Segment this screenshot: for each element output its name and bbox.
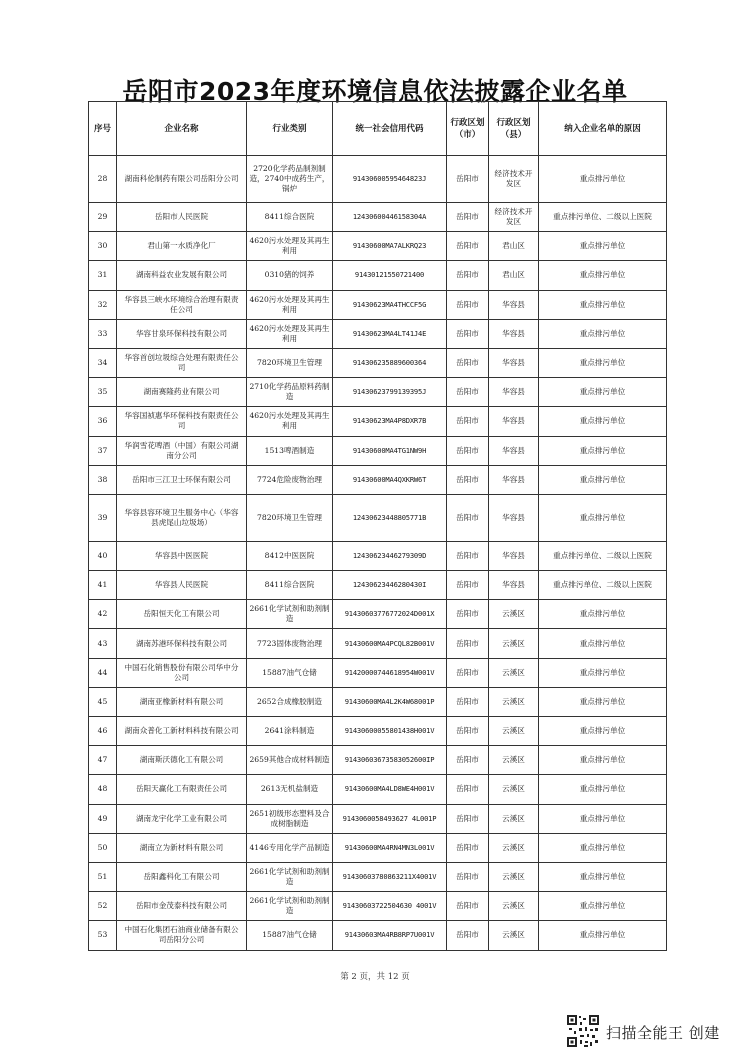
table-body (89, 156, 667, 951)
cell-credit-code: 91430623MA4P8DXR7B (333, 407, 447, 436)
cell-county: 君山区 (489, 261, 539, 290)
cell-credit-code: 91430600595464823J (333, 156, 447, 203)
cell-credit-code: 91430603722504630 4001V (333, 892, 447, 921)
cell-county: 云溪区 (489, 862, 539, 891)
cell-company-name: 岳阳市金茂泰科技有限公司 (117, 892, 247, 921)
cell-no: 36 (89, 407, 117, 436)
cell-city: 岳阳市 (447, 436, 489, 465)
cell-industry: 7820环境卫生管理 (247, 348, 333, 377)
cell-company-name: 华容首创垃圾综合处理有限责任公司 (117, 348, 247, 377)
cell-reason: 重点排污单位 (539, 465, 667, 494)
cell-reason: 重点排污单位 (539, 290, 667, 319)
cell-industry: 2661化学试剂和助剂制造 (247, 892, 333, 921)
table-row (89, 203, 667, 232)
cell-county: 华容县 (489, 290, 539, 319)
cell-county: 华容县 (489, 465, 539, 494)
cell-county: 云溪区 (489, 746, 539, 775)
cell-no: 30 (89, 232, 117, 261)
header-industry: 行业类别 (247, 102, 333, 156)
cell-company-name: 湖南众普化工新材料科技有限公司 (117, 717, 247, 746)
cell-company-name: 湖南龙宇化学工业有限公司 (117, 804, 247, 833)
cell-credit-code: 9143060058493627 4L001P (333, 804, 447, 833)
cell-company-name: 岳阳市三江卫士环保有限公司 (117, 465, 247, 494)
table-row (89, 232, 667, 261)
cell-no: 45 (89, 687, 117, 716)
table-row (89, 600, 667, 629)
cell-credit-code: 91430623MA4LT41J4E (333, 319, 447, 348)
cell-reason: 重点排污单位 (539, 921, 667, 950)
cell-county: 华容县 (489, 407, 539, 436)
cell-county: 云溪区 (489, 892, 539, 921)
cell-no: 32 (89, 290, 117, 319)
header-company-name: 企业名称 (117, 102, 247, 156)
cell-industry: 2641涂料制造 (247, 717, 333, 746)
table-row (89, 571, 667, 600)
cell-no: 31 (89, 261, 117, 290)
cell-county: 云溪区 (489, 687, 539, 716)
cell-no: 47 (89, 746, 117, 775)
cell-no: 35 (89, 378, 117, 407)
table-row (89, 465, 667, 494)
cell-reason: 重点排污单位 (539, 261, 667, 290)
cell-industry: 4620污水处理及其再生利用 (247, 319, 333, 348)
cell-no: 42 (89, 600, 117, 629)
cell-reason: 重点排污单位 (539, 436, 667, 465)
table-row (89, 407, 667, 436)
cell-industry: 2710化学药品原料药制造 (247, 378, 333, 407)
cell-credit-code: 12430623448805771B (333, 494, 447, 541)
cell-industry: 15887油气仓储 (247, 921, 333, 950)
cell-city: 岳阳市 (447, 156, 489, 203)
cell-company-name: 中国石化销售股份有限公司华中分公司 (117, 658, 247, 687)
cell-reason: 重点排污单位 (539, 862, 667, 891)
cell-county: 华容县 (489, 319, 539, 348)
cell-no: 49 (89, 804, 117, 833)
cell-reason: 重点排污单位 (539, 407, 667, 436)
cell-county: 云溪区 (489, 775, 539, 804)
cell-no: 46 (89, 717, 117, 746)
cell-company-name: 湖南亚橡新材料有限公司 (117, 687, 247, 716)
cell-reason: 重点排污单位 (539, 775, 667, 804)
cell-no: 50 (89, 833, 117, 862)
cell-credit-code: 12430623446279309D (333, 541, 447, 570)
cell-no: 29 (89, 203, 117, 232)
cell-city: 岳阳市 (447, 921, 489, 950)
cell-city: 岳阳市 (447, 892, 489, 921)
cell-no: 53 (89, 921, 117, 950)
cell-company-name: 中国石化集团石油商业储备有限公司岳阳分公司 (117, 921, 247, 950)
scanner-brand-text: 扫描全能王 创建 (606, 1024, 720, 1042)
cell-no: 52 (89, 892, 117, 921)
table-row (89, 687, 667, 716)
cell-no: 44 (89, 658, 117, 687)
cell-county: 云溪区 (489, 717, 539, 746)
cell-credit-code: 12430600446158304A (333, 203, 447, 232)
table-row (89, 494, 667, 541)
cell-company-name: 湖南苏港环保科技有限公司 (117, 629, 247, 658)
cell-county: 华容县 (489, 348, 539, 377)
cell-credit-code: 914306235889600364 (333, 348, 447, 377)
cell-company-name: 君山第一水质净化厂 (117, 232, 247, 261)
cell-industry: 2651初级形态塑料及合成树脂制造 (247, 804, 333, 833)
cell-reason: 重点排污单位 (539, 156, 667, 203)
cell-industry: 8411综合医院 (247, 571, 333, 600)
cell-no: 48 (89, 775, 117, 804)
cell-credit-code: 12430623446280430I (333, 571, 447, 600)
table-row (89, 436, 667, 465)
header-no: 序号 (89, 102, 117, 156)
cell-city: 岳阳市 (447, 378, 489, 407)
cell-county: 云溪区 (489, 921, 539, 950)
cell-company-name: 华容县人民医院 (117, 571, 247, 600)
cell-reason: 重点排污单位、二级以上医院 (539, 203, 667, 232)
table-row (89, 775, 667, 804)
cell-city: 岳阳市 (447, 600, 489, 629)
cell-reason: 重点排污单位 (539, 629, 667, 658)
cell-city: 岳阳市 (447, 541, 489, 570)
cell-city: 岳阳市 (447, 775, 489, 804)
cell-industry: 4146专用化学产品制造 (247, 833, 333, 862)
cell-county: 云溪区 (489, 629, 539, 658)
cell-reason: 重点排污单位 (539, 319, 667, 348)
cell-county: 经济技术开发区 (489, 156, 539, 203)
cell-credit-code: 91430603776772024D001X (333, 600, 447, 629)
cell-credit-code: 91430623799139395J (333, 378, 447, 407)
cell-city: 岳阳市 (447, 494, 489, 541)
cell-industry: 15887油气仓储 (247, 658, 333, 687)
cell-company-name: 岳阳恒天化工有限公司 (117, 600, 247, 629)
table-row (89, 804, 667, 833)
table-row (89, 541, 667, 570)
cell-no: 51 (89, 862, 117, 891)
cell-credit-code: 91420000744618954W001V (333, 658, 447, 687)
page-footer: 第 2 页，共 12 页 (340, 972, 410, 982)
cell-industry: 7820环境卫生管理 (247, 494, 333, 541)
table-row (89, 833, 667, 862)
cell-reason: 重点排污单位、二级以上医院 (539, 571, 667, 600)
table-row (89, 319, 667, 348)
cell-credit-code: 91430600MA4L2K4W68001P (333, 687, 447, 716)
cell-industry: 2652合成橡胶制造 (247, 687, 333, 716)
cell-reason: 重点排污单位 (539, 378, 667, 407)
header-reason: 纳入企业名单的原因 (539, 102, 667, 156)
table-row (89, 746, 667, 775)
table-row (89, 658, 667, 687)
cell-city: 岳阳市 (447, 348, 489, 377)
header-city: 行政区划（市） (447, 102, 489, 156)
cell-credit-code: 91430600MA7ALKRQ23 (333, 232, 447, 261)
cell-reason: 重点排污单位 (539, 600, 667, 629)
cell-no: 38 (89, 465, 117, 494)
enterprise-table (88, 101, 667, 951)
cell-reason: 重点排污单位 (539, 804, 667, 833)
cell-county: 云溪区 (489, 600, 539, 629)
cell-no: 33 (89, 319, 117, 348)
cell-county: 华容县 (489, 378, 539, 407)
cell-city: 岳阳市 (447, 687, 489, 716)
cell-county: 云溪区 (489, 804, 539, 833)
cell-county: 云溪区 (489, 833, 539, 862)
cell-industry: 1513啤酒制造 (247, 436, 333, 465)
cell-reason: 重点排污单位 (539, 658, 667, 687)
cell-reason: 重点排污单位 (539, 717, 667, 746)
cell-city: 岳阳市 (447, 319, 489, 348)
cell-company-name: 华容县三峡水环境综合治理有限责任公司 (117, 290, 247, 319)
cell-city: 岳阳市 (447, 203, 489, 232)
table-header-row (89, 102, 667, 156)
cell-company-name: 湖南斯沃德化工有限公司 (117, 746, 247, 775)
cell-city: 岳阳市 (447, 465, 489, 494)
cell-credit-code: 91430600MA4RN4MN3L001V (333, 833, 447, 862)
cell-no: 41 (89, 571, 117, 600)
cell-county: 华容县 (489, 571, 539, 600)
cell-county: 经济技术开发区 (489, 203, 539, 232)
cell-reason: 重点排污单位 (539, 746, 667, 775)
scanner-watermark (566, 1014, 742, 1050)
cell-reason: 重点排污单位 (539, 348, 667, 377)
cell-company-name: 华容县容环境卫生服务中心（华容县虎尾山垃圾场） (117, 494, 247, 541)
cell-credit-code: 91430121550721400 (333, 261, 447, 290)
cell-industry: 0310猪的饲养 (247, 261, 333, 290)
cell-no: 39 (89, 494, 117, 541)
document-title: 岳阳市2023年度环境信息依法披露企业名单 (122, 77, 628, 106)
cell-county: 君山区 (489, 232, 539, 261)
cell-company-name: 湖南科益农业发展有限公司 (117, 261, 247, 290)
cell-no: 37 (89, 436, 117, 465)
cell-company-name: 华容甘泉环保科技有限公司 (117, 319, 247, 348)
cell-no: 43 (89, 629, 117, 658)
cell-city: 岳阳市 (447, 407, 489, 436)
table-row (89, 378, 667, 407)
cell-credit-code: 91430603673583052600IP (333, 746, 447, 775)
cell-city: 岳阳市 (447, 261, 489, 290)
cell-company-name: 湖南立为新材料有限公司 (117, 833, 247, 862)
cell-reason: 重点排污单位 (539, 232, 667, 261)
cell-credit-code: 91430600MA4TG1NW9H (333, 436, 447, 465)
cell-city: 岳阳市 (447, 658, 489, 687)
table-row (89, 348, 667, 377)
cell-reason: 重点排污单位 (539, 494, 667, 541)
cell-no: 34 (89, 348, 117, 377)
cell-company-name: 岳阳市人民医院 (117, 203, 247, 232)
qr-code-icon (566, 1014, 600, 1048)
cell-industry: 2661化学试剂和助剂制造 (247, 862, 333, 891)
cell-company-name: 湖南科伦制药有限公司岳阳分公司 (117, 156, 247, 203)
cell-no: 40 (89, 541, 117, 570)
cell-industry: 2720化学药品制剂制造，2740中成药生产，锅炉 (247, 156, 333, 203)
cell-industry: 4620污水处理及其再生利用 (247, 290, 333, 319)
cell-credit-code: 91430600MA4LD8WE4H001V (333, 775, 447, 804)
cell-city: 岳阳市 (447, 629, 489, 658)
table-row (89, 921, 667, 950)
cell-reason: 重点排污单位 (539, 833, 667, 862)
cell-city: 岳阳市 (447, 571, 489, 600)
cell-city: 岳阳市 (447, 804, 489, 833)
cell-industry: 7723固体废物治理 (247, 629, 333, 658)
cell-city: 岳阳市 (447, 862, 489, 891)
cell-credit-code: 91430603MA4RB8RP7U001V (333, 921, 447, 950)
table-row (89, 290, 667, 319)
header-county: 行政区划（县） (489, 102, 539, 156)
cell-company-name: 华容国祯惠华环保科技有限责任公司 (117, 407, 247, 436)
header-credit-code: 统一社会信用代码 (333, 102, 447, 156)
cell-credit-code: 91430603780863211X4001V (333, 862, 447, 891)
cell-city: 岳阳市 (447, 290, 489, 319)
cell-county: 华容县 (489, 436, 539, 465)
table-row (89, 261, 667, 290)
table-row (89, 156, 667, 203)
cell-reason: 重点排污单位 (539, 892, 667, 921)
cell-city: 岳阳市 (447, 746, 489, 775)
cell-industry: 2659其他合成材料制造 (247, 746, 333, 775)
cell-industry: 2613无机盐制造 (247, 775, 333, 804)
cell-industry: 8411综合医院 (247, 203, 333, 232)
cell-industry: 7724危险废物治理 (247, 465, 333, 494)
cell-county: 华容县 (489, 541, 539, 570)
cell-company-name: 华润雪花啤酒（中国）有限公司湖南分公司 (117, 436, 247, 465)
table-row (89, 629, 667, 658)
cell-company-name: 岳阳天赢化工有限责任公司 (117, 775, 247, 804)
cell-credit-code: 91430600055801438H001V (333, 717, 447, 746)
cell-company-name: 岳阳鑫科化工有限公司 (117, 862, 247, 891)
cell-company-name: 华容县中医医院 (117, 541, 247, 570)
cell-city: 岳阳市 (447, 833, 489, 862)
cell-credit-code: 91430623MA4THCCF5G (333, 290, 447, 319)
cell-company-name: 湖南赛隆药业有限公司 (117, 378, 247, 407)
cell-industry: 4620污水处理及其再生利用 (247, 232, 333, 261)
table-row (89, 862, 667, 891)
cell-reason: 重点排污单位、二级以上医院 (539, 541, 667, 570)
cell-industry: 2661化学试剂和助剂制造 (247, 600, 333, 629)
cell-industry: 4620污水处理及其再生利用 (247, 407, 333, 436)
cell-county: 云溪区 (489, 658, 539, 687)
cell-city: 岳阳市 (447, 717, 489, 746)
cell-city: 岳阳市 (447, 232, 489, 261)
cell-credit-code: 91430600MA4PCQL82B001V (333, 629, 447, 658)
cell-county: 华容县 (489, 494, 539, 541)
cell-credit-code: 91430600MA4QXKRW6T (333, 465, 447, 494)
table-row (89, 717, 667, 746)
cell-no: 28 (89, 156, 117, 203)
cell-reason: 重点排污单位 (539, 687, 667, 716)
cell-industry: 8412中医医院 (247, 541, 333, 570)
table-row (89, 892, 667, 921)
